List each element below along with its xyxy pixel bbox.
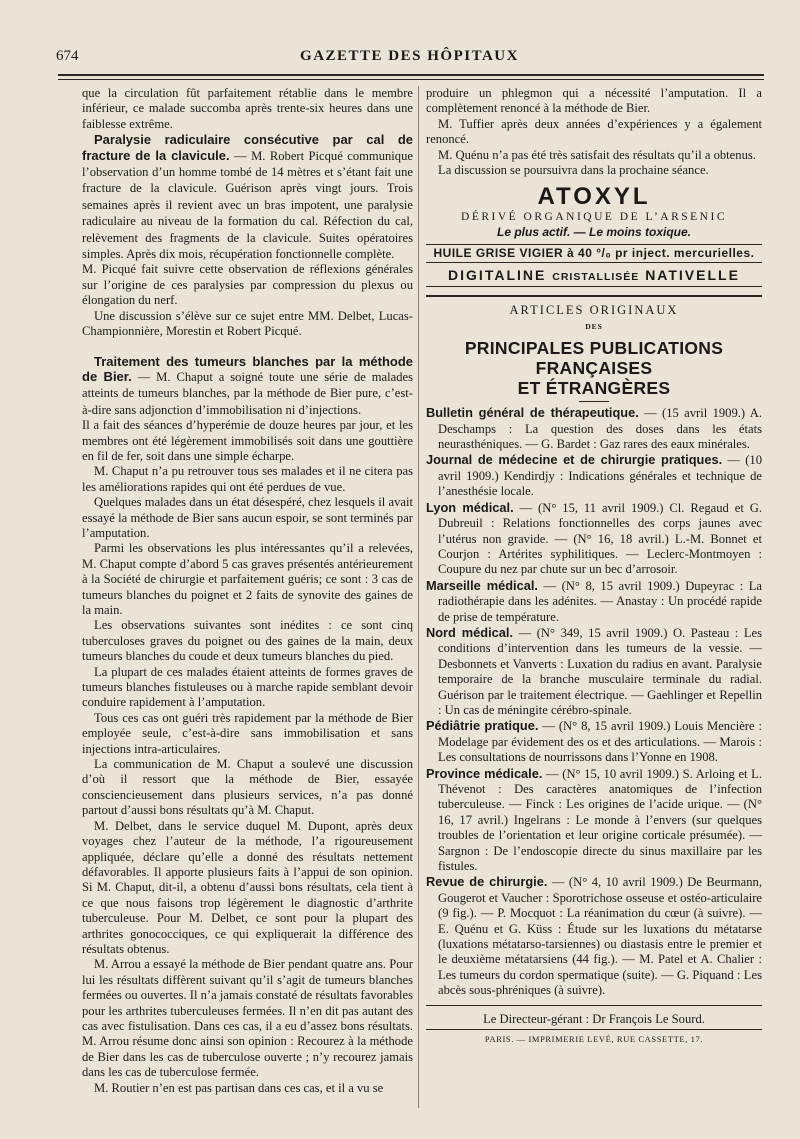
director-credit: Le Directeur-gérant : Dr François Le Sourd. bbox=[483, 1011, 705, 1026]
header-rule bbox=[58, 74, 764, 80]
publication-list bbox=[426, 405, 762, 998]
section-heading-line2: ET ÉTRANGÈRES bbox=[517, 378, 671, 399]
column-divider bbox=[418, 86, 419, 1108]
paragraph: Tous ces cas ont guéri très rapidement par la méthode de Bier employée seule, c’est-à-dire sans immobilisation et sans injections intra-articulaires. bbox=[82, 710, 413, 756]
paragraph: M. Routier n’en est pas partisan dans ces cas, et il a vu se bbox=[94, 1080, 384, 1095]
publication-source: Lyon médical. bbox=[426, 499, 514, 515]
paragraph: Quelques malades dans un état désespéré, chez lesquels il avait essayé la méthode de Bier sans aucun espoir, se sont terminés par l’amputation. bbox=[82, 495, 413, 540]
section-title: Traitement des tumeurs blanches par la méthode de Bier. bbox=[82, 353, 413, 384]
publication-source: Bulletin général de thérapeutique. bbox=[426, 405, 639, 421]
paragraph: produire un phlegmon qui a nécessité l’amputation. Il a complètement renoncé à la méthode de Bier. bbox=[426, 86, 762, 116]
section-traitement bbox=[82, 354, 413, 419]
publication-text: — (N° 15, 10 avril 1909.) S. Arloing et L. Thévenot : Des caractères anatomiques de l’infection tuberculeuse. — Finck : Les origines de l’acide urique. — (N° 16, 17 avril.) Ingelrans : Le monde à l’envers (sur quelques troubles de l’orientation et leur origine corticale présumée). — Sargnon : De l’endoscopie directe du sinus maxillaire par les fistules. bbox=[438, 766, 762, 874]
publication-source: Marseille médical. bbox=[426, 577, 538, 593]
publication-text: — (N° 15, 11 avril 1909.) Cl. Regaud et G. Dubreuil : Relations fonctionnelles des corps jaunes avec l’utérus non gravide. — (N° 16, 18 avril.) L.-M. Bonnet et Courjon : Artérites syphilitiques. — Leclerc-Montmoyen : Coupure du nez par chute sur un bec d’arrosoir. bbox=[438, 500, 762, 577]
paragraph: Parmi les observations les plus intéressantes qu’il a relevées, M. Chaput compte d’abord 5 cas graves présentés antérieurement à la Société de chirurgie et parfaitement guéris; ce sont : 3 cas de tumeurs blanches du poignet et 2 faits de synovite des gaines de la main. bbox=[82, 541, 413, 617]
ad-tagline: Le plus actif. — Le moins toxique. bbox=[496, 225, 692, 240]
printer-imprint: PARIS. — IMPRIMERIE LEVÉ, RUE CASSETTE, 17. bbox=[484, 1034, 704, 1045]
paragraph: M. Picqué fait suivre cette observation de réflexions générales sur l’origine de ces paralysies par compression du plexus ou élongation du nerf. bbox=[82, 262, 413, 308]
page-number: 674 bbox=[56, 48, 79, 64]
divider-rule bbox=[426, 1029, 762, 1030]
page-header bbox=[56, 48, 763, 70]
divider-rule bbox=[426, 295, 762, 297]
divider-rule bbox=[426, 1005, 762, 1006]
ad-word: DIGITALINE bbox=[448, 267, 547, 284]
section-title: Paralysie radiculaire consécutive par cal de fracture de la clavicule. bbox=[82, 132, 413, 163]
publication-source: Revue de chirurgie. bbox=[426, 874, 548, 890]
ad-line-huile: HUILE GRISE VIGIER à 40 °/₀ pr inject. mercurielles. bbox=[426, 244, 762, 263]
paragraph: que la circulation fût parfaitement rétablie dans le membre inférieur, ce malade succomba après trente-six heures dans une faiblesse extrême. bbox=[82, 86, 413, 131]
running-title: GAZETTE DES HÔPITAUX bbox=[300, 48, 519, 64]
ad-subtitle: DÉRIVÉ ORGANIQUE DE L’ARSENIC bbox=[461, 211, 727, 224]
paragraph: La communication de M. Chaput a soulevé une discussion d’où il ressort que la méthode de Bier, essayée consciencieusement dans plusieurs services, n’a pas donné partout d’aussi bons résultats qu’à M. Chaput. bbox=[82, 757, 413, 818]
publication-entry bbox=[426, 625, 762, 718]
paragraph: M. Delbet, dans le service duquel M. Dupont, après deux voyages chez l’auteur de la méthode, l’a rigoureusement appliquée, déclare qu’elle a donné des résultats nettement défavorables. Il apporte plusieurs faits à l’appui de son opinion. Si M. Chaput, dit-il, a obtenu d’aussi bons résultats, cela tient à ce que nous faisons trop légèrement le diagnostic d’arthrite tuberculeuse. Pour M. Delbet, ce sont pour la plupart des arthrites gonococciques, ce qui expliquerait la différence des résultats obtenus. bbox=[82, 818, 413, 956]
ad-word: NATIVELLE bbox=[645, 267, 740, 284]
section-body: — M. Robert Picqué communique l’observation d’un homme tombé de 14 mètres et s’étant fait une fracture de la clavicule. Guérison après vingt jours. Trois semaines après il revient avec un bras impotent, une paralysie radiculaire au niveau de la formation du cal. Réfection du cal, relèvement des fragments de la clavicule. Suites opératoires simples. Après dix mois, récupération fonctionnelle complète. bbox=[82, 148, 413, 262]
paragraph: Il a fait des séances d’hyperémie de douze heures par jour, et les membres ont été légèrement immobilisés soit dans une gouttière en fil de fer, soit dans une simple écharpe. bbox=[82, 418, 413, 463]
publication-entry bbox=[426, 405, 762, 452]
advertisement bbox=[426, 184, 762, 287]
section-des: DES bbox=[585, 321, 603, 331]
publication-source: Pédiâtrie pratique. bbox=[426, 718, 539, 734]
ad-line-digitaline bbox=[426, 267, 762, 287]
publication-entry bbox=[426, 500, 762, 578]
paragraph: La plupart de ces malades étaient atteints de formes graves de tumeurs blanches fistuleuses ou à marche rapide semblant devoir conduire rapidement à l’amputation. bbox=[82, 664, 413, 710]
publication-text: — (N° 4, 10 avril 1909.) De Beurmann, Gougerot et Vaucher : Sporotrichose osseuse et ostéo-articulaire (9 fig.). — P. Mocquot : La réanimation du cœur (à suivre). — E. Quénu et G. Küss : Étude sur les luxations du métatarse (luxations métatarso-tarsiennes) ou diastasis entre le premier et le deuxième métatarsiens (44 fig.). — M. Patel et A. Chalier : Les tumeurs du cordon spermatique (suite). — G. Piquand : Les abcès sous-phréniques (à suivre). bbox=[438, 875, 763, 998]
ad-word: CRISTALLISÉE bbox=[552, 271, 640, 284]
publication-text: — (N° 8, 15 avril 1909.) Dupeyrac : La radiothérapie dans les adénites. — Anastay : Un procédé rapide de prise de température. bbox=[438, 578, 763, 624]
publication-text: — (15 avril 1909.) A. Deschamps : La question des doses dans les états neurasthéniques. — G. Bardet : Gaz rares des eaux minérales. bbox=[438, 406, 762, 452]
publication-source: Journal de médecine et de chirurgie pratiques. bbox=[426, 452, 723, 468]
section-kicker: ARTICLES ORIGINAUX bbox=[509, 303, 679, 318]
section-body: — M. Chaput a soigné toute une série de malades atteints de tumeurs blanches, par la méthode de Bier pure, c’est-à-dire sans adjonction d’immobilisation ni d’injections. bbox=[82, 369, 414, 417]
paragraph: M. Tuffier après deux années d’expériences y a également renoncé. bbox=[426, 116, 762, 147]
publication-entry bbox=[426, 578, 762, 625]
short-rule bbox=[579, 401, 609, 402]
paragraph: La discussion se poursuivra dans la prochaine séance. bbox=[438, 163, 709, 178]
publication-text: — (10 avril 1909.) Kendirdjy : Indications générales et technique de l’anesthésie locale. bbox=[438, 453, 762, 499]
paragraph: M. Quénu n’a pas été très satisfait des résultats qu’il a obtenus. bbox=[438, 147, 756, 162]
paragraph: M. Arrou a essayé la méthode de Bier pendant quatre ans. Pour lui les résultats diffèrent suivant qu’il s’agit de tumeurs blanches fermées ou ouvertes. Il n’a jamais constaté de résultats favorables pour les arthrites tuberculeuses fermées. Il n’en dit pas autant des cas avec fistulisation. Dans ces cas, il a eu d’assez bons résultats. M. Arrou résume donc ainsi son opinion : Recourez à la méthode de Bier dans les cas de tuberculose ouverte ; n’y recourez jamais dans les cas de tuberculose fermée. bbox=[82, 957, 413, 1080]
paragraph: Une discussion s’élève sur ce sujet entre MM. Delbet, Lucas-Championnière, Morestin et Robert Picqué. bbox=[82, 308, 413, 339]
publication-entry bbox=[426, 874, 762, 998]
left-column bbox=[82, 86, 413, 1096]
paragraph: M. Chaput n’a pu retrouver tous ses malades et il ne citera pas les améliorations rapides qui ont été perdues de vue. bbox=[82, 464, 413, 494]
paragraph: Les observations suivantes sont inédites : ce sont cinq tuberculoses graves du poignet ou des gaines de la main, deux tumeurs blanches du coude et deux tumeurs blanches du pied. bbox=[82, 618, 413, 664]
ad-title: ATOXYL bbox=[537, 183, 651, 211]
publication-entry bbox=[426, 766, 762, 875]
publication-text: — (N° 349, 15 avril 1909.) O. Pasteau : Les conditions d’intervention dans les tumeurs de la vessie. — Desbonnets et Vanverts : Luxation du radius en avant. Paralysie temporaire de la branche musculaire terminale du radial. Guérison par le traitement électrique. — Gaehlinger et Repellin : Un cas de méningite cérébro-spinale. bbox=[438, 625, 763, 717]
publication-entry bbox=[426, 718, 762, 765]
right-column bbox=[426, 86, 762, 1048]
section-paralysie bbox=[82, 132, 413, 262]
publication-source: Nord médical. bbox=[426, 624, 514, 640]
publication-source: Province médicale. bbox=[426, 765, 543, 781]
publication-entry bbox=[426, 452, 762, 499]
publication-text: — (N° 8, 15 avril 1909.) Louis Mencière : Modelage par évidement des os et des articulations. — Marois : Les consultations de nourrissons dans l’Yonne en 1908. bbox=[438, 719, 762, 765]
section-heading-line1: PRINCIPALES PUBLICATIONS FRANÇAISES bbox=[464, 338, 724, 379]
